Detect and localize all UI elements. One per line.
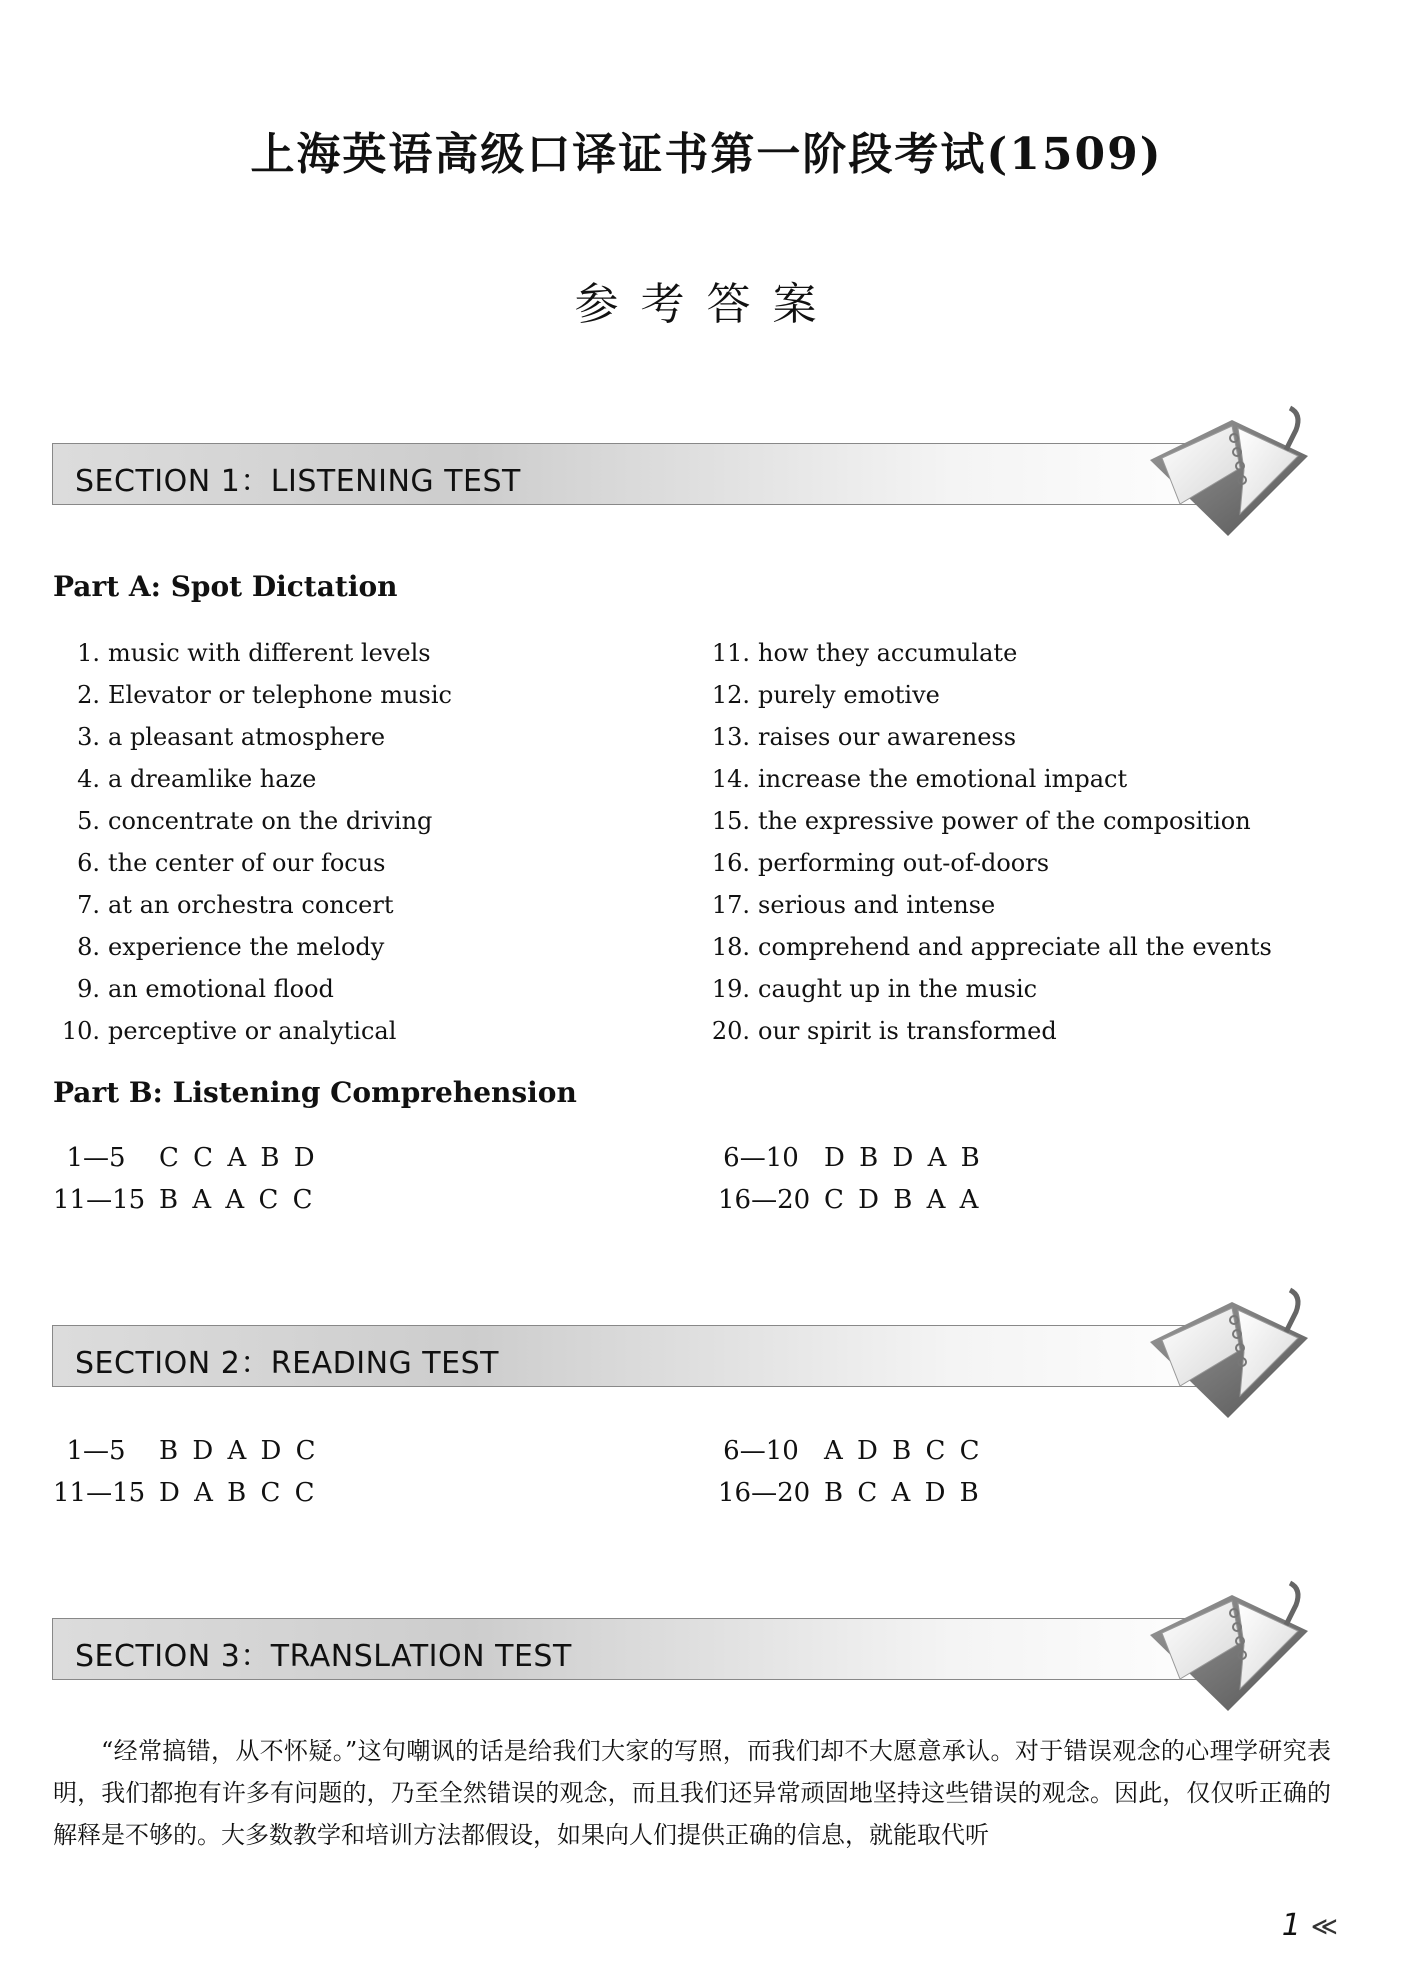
list-item xyxy=(50,632,431,674)
item-text: the expressive power of the composition xyxy=(758,807,1251,835)
list-item xyxy=(700,968,1037,1010)
notebook-icon xyxy=(1140,1280,1320,1420)
item-text: raises our awareness xyxy=(758,723,1017,751)
item-number: 19. xyxy=(711,975,750,1003)
item-text: our spirit is transformed xyxy=(758,1017,1057,1045)
item-text: the center of our focus xyxy=(108,849,386,877)
answer-letters: A D B C C xyxy=(824,1436,983,1466)
answer-letters: B D A D C xyxy=(159,1436,319,1466)
section-2-bar xyxy=(52,1325,1254,1387)
item-text: caught up in the music xyxy=(758,975,1038,1003)
item-text: increase the emotional impact xyxy=(758,765,1128,793)
item-text: Elevator or telephone music xyxy=(108,681,452,709)
answer-range: 1—5 xyxy=(66,1436,126,1466)
translation-paragraph: “经常搞错，从不怀疑。”这句嘲讽的话是给我们大家的写照，而我们却不大愿意承认。对于错误观念的心理学研究表明，我们都抱有许多有问题的，乃至全然错误的观念，而且我们还异常顽固地坚持这些错误的观念。因此，仅仅听正确的解释是不够的。大多数教学和培训方法都假设，如果向人们提供正确的信息，就能取代听 xyxy=(53,1737,1331,1849)
page-title: 上海英语高级口译证书第一阶段考试(1509) xyxy=(250,129,1163,180)
list-item xyxy=(50,716,385,758)
page-subtitle: 参考答案 xyxy=(574,279,839,330)
answer-range: 16—20 xyxy=(718,1478,811,1508)
answer-letters: C D B A A xyxy=(824,1185,982,1215)
item-number: 2. xyxy=(77,681,100,709)
item-text: concentrate on the driving xyxy=(108,807,433,835)
list-item xyxy=(50,842,386,884)
item-number: 7. xyxy=(77,891,100,919)
answer-letters: B A A C C xyxy=(159,1185,316,1215)
answer-letters: D B D A B xyxy=(824,1143,983,1173)
answer-range: 1—5 xyxy=(66,1143,126,1173)
part-a-title: Part A: Spot Dictation xyxy=(53,570,398,603)
item-number: 10. xyxy=(61,1017,100,1045)
list-item xyxy=(50,926,384,968)
answer-row xyxy=(718,1430,983,1472)
answer-row xyxy=(53,1430,319,1472)
item-text: comprehend and appreciate all the events xyxy=(758,933,1272,961)
item-text: performing out-of-doors xyxy=(758,849,1050,877)
item-number: 12. xyxy=(711,681,750,709)
answer-letters: D A B C C xyxy=(159,1478,318,1508)
list-item xyxy=(50,884,393,926)
item-number: 8. xyxy=(77,933,100,961)
answer-row xyxy=(718,1137,983,1179)
answer-letters: B C A D B xyxy=(824,1478,982,1508)
notebook-icon xyxy=(1140,1573,1320,1713)
item-text: at an orchestra concert xyxy=(108,891,394,919)
item-text: serious and intense xyxy=(758,891,996,919)
item-text: perceptive or analytical xyxy=(108,1017,397,1045)
item-number: 13. xyxy=(711,723,750,751)
section-3-bar xyxy=(52,1618,1254,1680)
part-b-title: Part B: Listening Comprehension xyxy=(53,1076,577,1109)
answer-row xyxy=(53,1472,318,1514)
answer-row xyxy=(718,1179,981,1221)
item-text: how they accumulate xyxy=(758,639,1018,667)
answer-row xyxy=(53,1137,318,1179)
section-1-title: SECTION 1：LISTENING TEST xyxy=(75,464,521,499)
list-item xyxy=(700,1010,1057,1052)
list-item xyxy=(700,674,940,716)
item-number: 3. xyxy=(77,723,100,751)
item-number: 16. xyxy=(711,849,750,877)
list-item xyxy=(700,758,1127,800)
answer-range: 6—10 xyxy=(723,1143,799,1173)
list-item xyxy=(50,758,316,800)
item-number: 15. xyxy=(711,807,750,835)
answer-range: 11—15 xyxy=(53,1478,146,1508)
item-text: a pleasant atmosphere xyxy=(108,723,386,751)
item-text: experience the melody xyxy=(108,933,385,961)
list-item xyxy=(700,632,1017,674)
page-number-value: 1 xyxy=(1281,1908,1301,1943)
notebook-icon xyxy=(1140,398,1320,538)
item-number: 9. xyxy=(77,975,100,1003)
list-item xyxy=(50,1010,396,1052)
list-item xyxy=(700,926,1272,968)
answer-row xyxy=(53,1179,316,1221)
item-number: 18. xyxy=(711,933,750,961)
item-number: 1. xyxy=(77,639,100,667)
list-item xyxy=(700,716,1016,758)
item-number: 4. xyxy=(77,765,100,793)
item-number: 14. xyxy=(711,765,750,793)
section-2-title: SECTION 2：READING TEST xyxy=(75,1346,499,1381)
page-marker: ≪ xyxy=(1310,1912,1338,1942)
list-item xyxy=(700,842,1049,884)
item-number: 5. xyxy=(77,807,100,835)
list-item xyxy=(700,800,1251,842)
item-text: music with different levels xyxy=(108,639,431,667)
answer-range: 16—20 xyxy=(718,1185,811,1215)
section-1-bar xyxy=(52,443,1254,505)
list-item xyxy=(50,968,334,1010)
item-number: 11. xyxy=(711,639,750,667)
answer-range: 11—15 xyxy=(53,1185,146,1215)
list-item xyxy=(50,800,432,842)
answer-row xyxy=(718,1472,982,1514)
item-text: an emotional flood xyxy=(108,975,334,1003)
answer-letters: C C A B D xyxy=(159,1143,318,1173)
item-text: purely emotive xyxy=(758,681,940,709)
list-item xyxy=(50,674,452,716)
answer-range: 6—10 xyxy=(723,1436,799,1466)
item-number: 6. xyxy=(77,849,100,877)
item-number: 20. xyxy=(711,1017,750,1045)
page-number xyxy=(1282,1908,1338,1943)
item-text: a dreamlike haze xyxy=(108,765,317,793)
section-3-title: SECTION 3：TRANSLATION TEST xyxy=(75,1639,572,1674)
list-item xyxy=(700,884,995,926)
item-number: 17. xyxy=(711,891,750,919)
